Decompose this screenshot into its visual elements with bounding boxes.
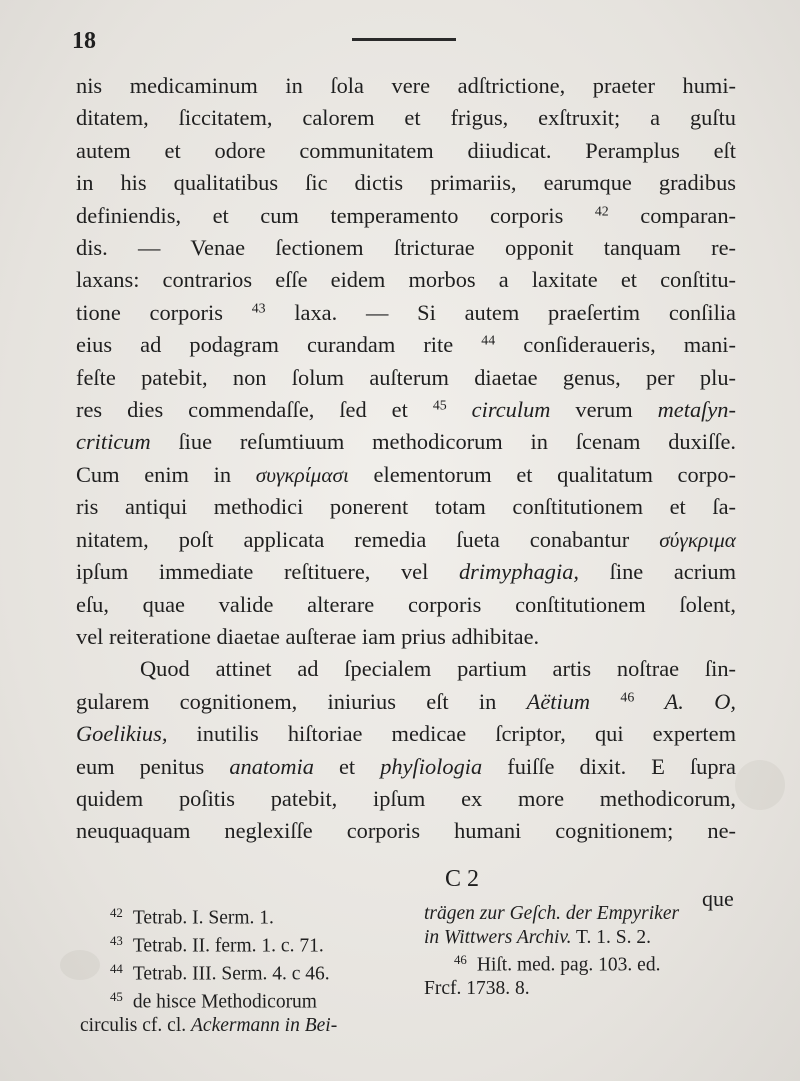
paragraph-2	[76, 653, 736, 847]
footnote-ref-44: 44	[481, 333, 496, 349]
signature-mark: C 2	[445, 866, 480, 892]
text-line: autem et odore communitatem diiudicat. Peramplus eſt	[76, 137, 736, 163]
text-segment: laxa. — Si autem praeſertim conſilia	[294, 299, 736, 325]
footnote-46-continued: Frcf. 1738. 8.	[424, 978, 530, 1000]
footnote-text: Tetrab. I. Serm. 1.	[132, 907, 274, 929]
italic-term: criticum	[76, 429, 151, 455]
text-line	[76, 297, 736, 329]
main-text	[76, 70, 736, 848]
text-segment: Cum enim in	[76, 461, 232, 487]
footnote-number: 46	[454, 953, 467, 968]
text-segment: ipſum immediate reſtituere, vel	[76, 559, 429, 585]
footnote-ref-43: 43	[251, 301, 266, 317]
text-segment: conſideraueris, mani-	[523, 332, 736, 358]
italic-term: A. O,	[664, 688, 736, 714]
footnote-45-continued	[80, 1014, 410, 1038]
italic-term: in Wittwers Archiv.	[424, 926, 572, 948]
greek-term: συγκρίμασι	[255, 462, 349, 487]
italic-term: metaſyn-	[657, 397, 736, 423]
text-line	[76, 329, 736, 361]
text-line	[76, 394, 736, 426]
text-segment: tione corporis	[76, 299, 223, 325]
text-segment: eius ad podagram curandam rite	[76, 332, 454, 358]
text-segment: gularem cognitionem, iniurius eſt in	[76, 688, 497, 714]
footnote-45-continued	[424, 926, 740, 950]
text-line: nis medicaminum in ſola vere adſtrictione, praeter humi-	[76, 73, 736, 98]
footnote-text: de hisce Methodicorum	[132, 991, 317, 1013]
text-line: laxans: contrarios eſſe eidem morbos a laxitate et conſtitu-	[76, 267, 736, 293]
footnote-text: Tetrab. III. Serm. 4. c 46.	[132, 963, 330, 985]
italic-term: Aëtium	[526, 688, 591, 714]
text-segment: et	[338, 753, 356, 779]
paragraph-1	[76, 70, 736, 653]
footnote-text: circulis cf. cl.	[80, 1015, 187, 1037]
footnote-number: 45	[110, 990, 123, 1005]
text-segment: ſine acrium	[609, 559, 736, 585]
footnote-ref-46: 46	[620, 690, 635, 706]
text-line	[76, 524, 736, 556]
text-line: in his qualitatibus ſic dictis primariis, earumque gradibus	[76, 170, 736, 196]
text-line	[76, 459, 736, 491]
footnote-44	[80, 958, 410, 986]
header-rule	[352, 38, 456, 41]
text-segment: res dies commendaſſe, ſed et	[76, 397, 408, 423]
text-segment: eum penitus	[76, 753, 205, 779]
footnote-45	[80, 986, 410, 1014]
italic-term: anatomia	[229, 753, 314, 779]
footnote-text: Tetrab. II. ferm. 1. c. 71.	[132, 935, 324, 957]
text-line	[76, 718, 736, 750]
footnote-ref-42: 42	[594, 204, 609, 219]
text-line	[76, 426, 736, 458]
text-line: ris antiqui methodici ponerent totam conſtitutionem et ſa-	[76, 494, 736, 520]
footnote-text: T. 1. S. 2.	[576, 926, 651, 948]
text-line: quidem poſitis patebit, ipſum ex more methodicorum,	[76, 785, 736, 811]
italic-term: trägen zur Geſch. der Empyriker	[424, 903, 680, 924]
footnotes-right	[424, 902, 740, 1001]
text-segment: verum	[575, 397, 633, 423]
italic-term: phyſiologia	[380, 753, 483, 779]
footnote-number: 42	[110, 906, 123, 920]
footnote-number: 43	[110, 934, 123, 949]
text-line: feſte patebit, non ſolum auſterum diaetae genus, per plu-	[76, 364, 736, 390]
page-number: 18	[72, 28, 96, 54]
text-line: dis. — Venae ſectionem ſtricturae opponit tanquam re-	[76, 235, 736, 261]
footnote-43	[80, 930, 410, 958]
footnote-46	[424, 949, 740, 977]
text-segment: inutilis hiſtoriae medicae ſcriptor, qui expertem	[196, 721, 736, 747]
text-segment: nitatem, poſt applicata remedia ſueta conabantur	[76, 526, 630, 552]
footnotes-left	[80, 902, 410, 1038]
text-segment: comparan-	[640, 202, 736, 228]
text-segment: elementorum et qualitatum corpo-	[373, 461, 736, 487]
footnote-text: Hiſt. med. pag. 103. ed.	[476, 954, 661, 976]
footnote-45-continued	[424, 902, 740, 926]
text-line: ditatem, ſiccitatem, calorem et frigus, exſtruxit; a guſtu	[76, 105, 736, 131]
footnote-ref-45: 45	[432, 398, 447, 414]
footnote-number: 44	[110, 962, 123, 977]
italic-term: circulum	[471, 397, 551, 423]
text-line	[76, 751, 736, 783]
text-segment: fuiſſe dixit. E ſupra	[507, 753, 736, 779]
text-line: Quod attinet ad ſpecialem partium artis noſtrae ſin-	[140, 656, 736, 682]
italic-term: Ackermann in Bei-	[191, 1015, 338, 1037]
italic-term: Goelikius,	[76, 721, 168, 747]
text-line	[76, 200, 736, 232]
footnote-42	[80, 902, 410, 930]
greek-term: σύγκριμα	[659, 527, 736, 552]
text-line	[76, 556, 736, 588]
text-segment: definiendis, et cum temperamento corporis	[76, 202, 564, 228]
paper-stain	[735, 760, 785, 810]
catchword: que	[702, 886, 734, 911]
text-line: neuquaquam neglexiſſe corporis humani cognitionem; ne-	[76, 818, 736, 844]
text-segment: ſiue reſumtiuum methodicorum in ſcenam duxiſſe.	[178, 429, 737, 455]
text-line: eſu, quae valide alterare corporis conſtitutionem ſolent,	[76, 591, 736, 617]
text-line: vel reiteratione diaetae auſterae iam prius adhibitae.	[76, 623, 540, 649]
italic-term: drimyphagia,	[458, 559, 580, 585]
text-line	[76, 686, 736, 718]
